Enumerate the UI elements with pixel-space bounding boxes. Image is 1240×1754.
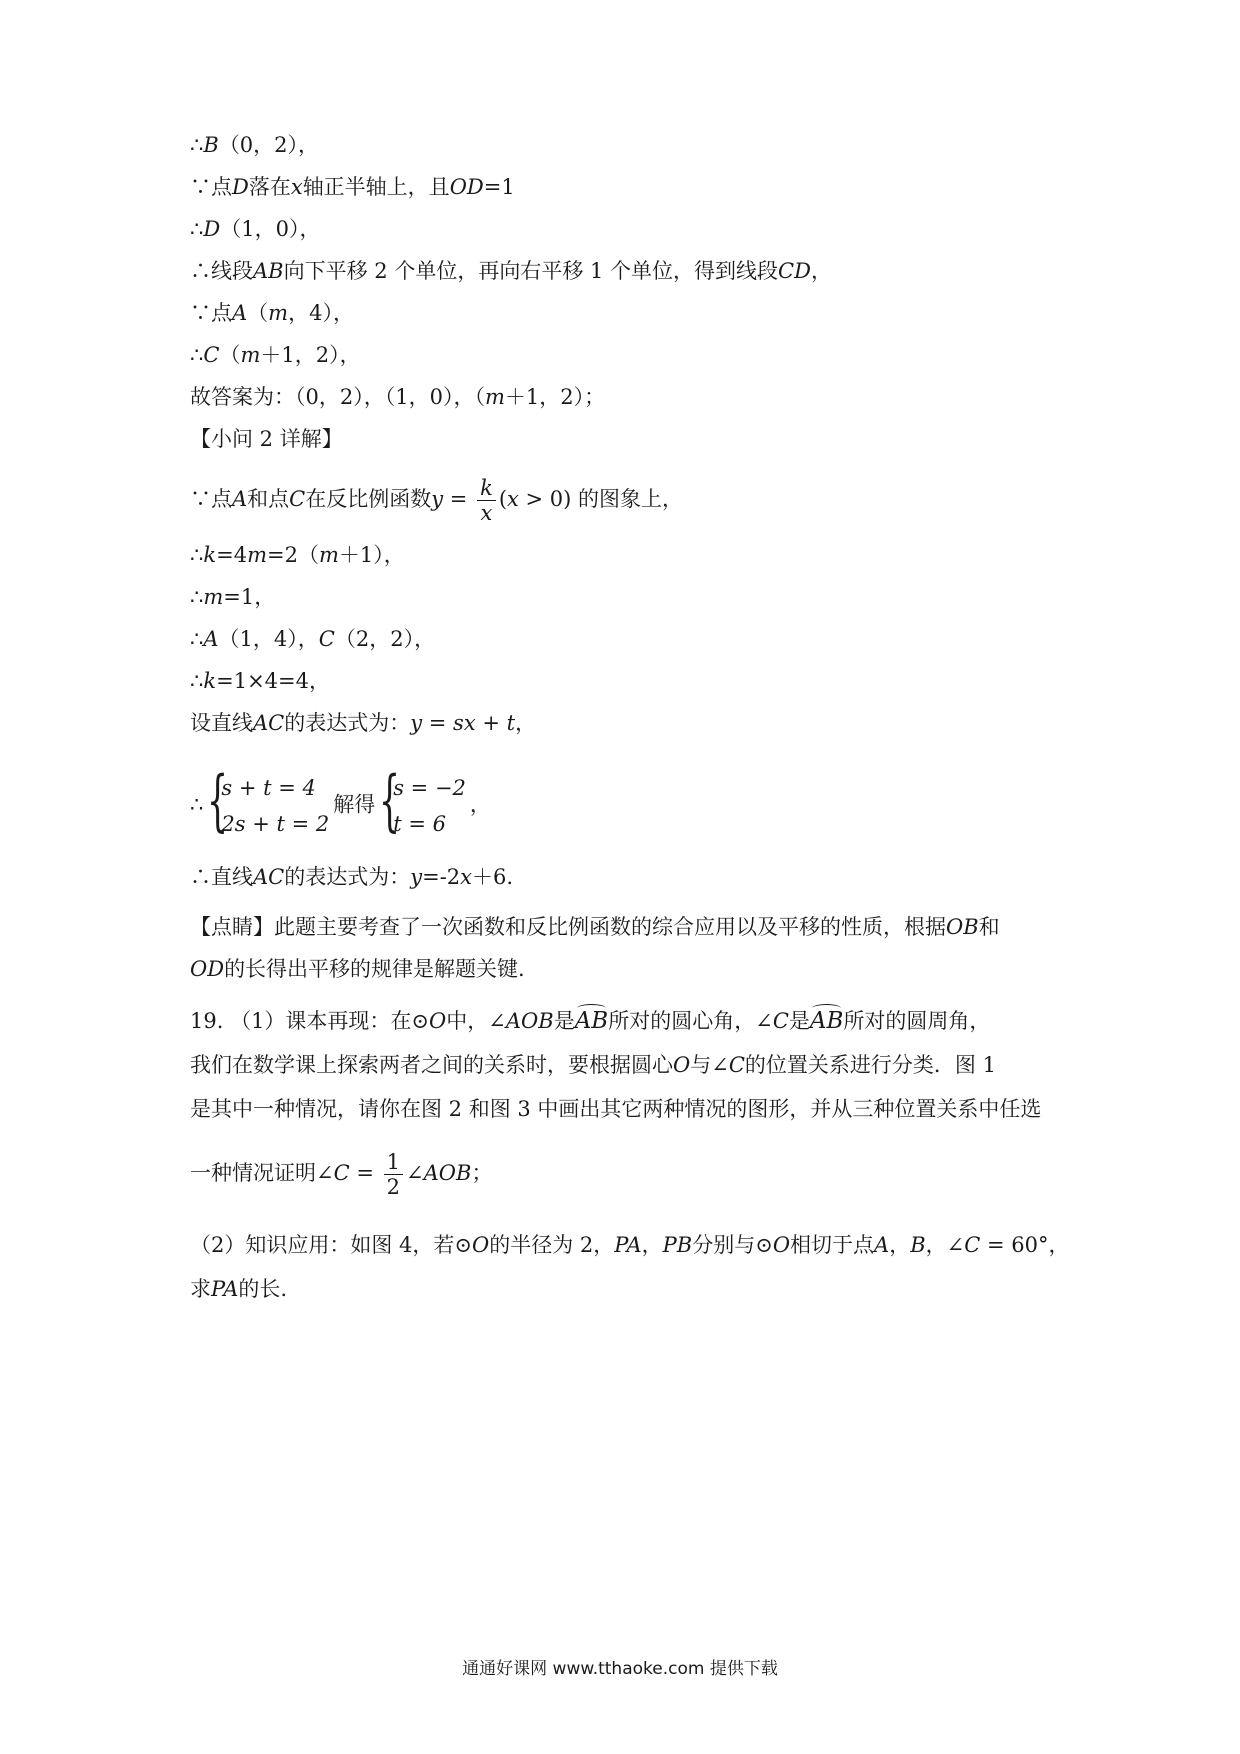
fraction-k-over-x: $\frac{k}{x}$ [477,476,496,525]
comment-line-1: 【点睛】此题主要考查了一次函数和反比例函数的综合应用以及平移的性质，根据OB和 [190,915,1000,939]
equation-system-2: { s = −2 t = 6 [379,762,466,839]
solution-line-4: ∴线段AB向下平移 2 个单位，再向右平移 1 个单位，得到线段CD， [190,259,832,283]
equation-system-line: ∴ { s + t = 4 2s + t = 2 解得 { s = −2 t = 6 ， [190,770,491,842]
solution-line-2: ∵点D落在x轴正半轴上，且OD=1 [190,175,515,199]
solution-line-1: ∴B（0，2）， [190,133,320,157]
arc-ab: AB [574,1008,609,1034]
solution-line-k: ∴k=4m=2（m＋1）， [190,543,405,567]
solution-line-points: ∴A（1，4），C（2，2）， [190,627,436,651]
answer-line: 故答案为：（0，2），（1，0），（m＋1，2）； [190,385,606,409]
question-19-line-2: 我们在数学课上探索两者之间的关系时，要根据圆心O与∠C的位置关系进行分类．图 1 [190,1053,996,1077]
line-expression-setup: 设直线AC的表达式为：y = sx + t， [190,711,537,735]
solution-line-5: ∵点A（m，4）， [190,301,354,325]
arc-ab-2: AB [809,1008,844,1034]
question-19-part-2: （2）知识应用：如图 4，若⊙O的半径为 2，PA，PB分别与⊙O相切于点A，B，∠C = 60°， [190,1233,1070,1257]
section-heading: 【小问 2 详解】 [190,427,343,451]
fraction-one-half: $\frac{1}{2}$ [384,1150,403,1199]
question-19-line-4: 一种情况证明∠C = $\frac{1}{2}$ ∠AOB； [190,1150,493,1199]
solution-line-3: ∴D（1，0）， [190,217,321,241]
equation-system-1: { s + t = 4 2s + t = 2 [207,762,330,839]
footer-watermark: 通通好课网 www.tthaoke.com 提供下载 [462,1659,778,1679]
solution-line-6: ∴C（m＋1，2）， [190,343,361,367]
solution-line-m: ∴m=1， [190,585,276,609]
question-19-line-3: 是其中一种情况，请你在图 2 和图 3 中画出其它两种情况的图形，并从三种位置关系中任选 [190,1097,1042,1121]
question-19-line-1: 19. （1）课本再现：在⊙O中，∠AOB是AB所对的圆心角，∠C是AB所对的圆周角， [190,1008,991,1034]
inverse-function-line: ∵点A和点C在反比例函数y = $\frac{k}{x}$ (x > 0) 的图象上， [190,476,684,525]
comment-line-2: OD的长得出平移的规律是解题关键. [190,957,525,981]
question-19-part-2-end: 求PA的长. [190,1277,288,1301]
solution-line-k-value: ∴k=1×4=4， [190,669,330,693]
line-expression-result: ∴直线AC的表达式为：y=-2x＋6. [190,865,514,889]
